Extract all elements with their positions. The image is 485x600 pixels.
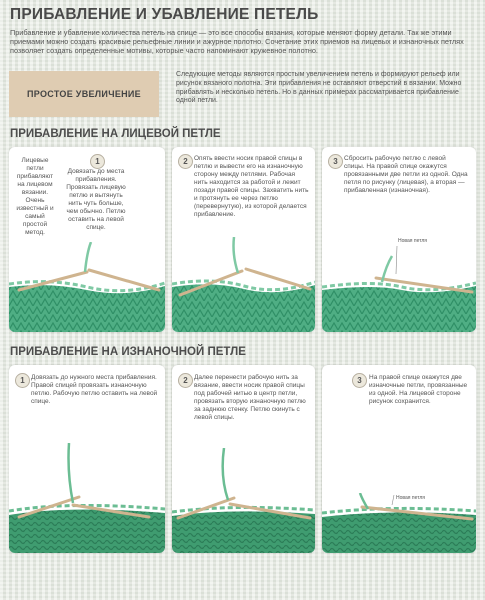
knit-step-1-card (9, 147, 165, 332)
purl-step-1-text: Довязать до нужного места прибавления. Правой спицей провязать изнаночную петлю. Рабочую петлю оставить на левой спице. (31, 374, 158, 405)
knit-step-2-illustration (172, 237, 315, 332)
purl-step-3-text: На правой спице окажутся две изначочные петли, провязанные из одной. На лицевой стороне рисунок сохранится. (369, 374, 468, 405)
intro-paragraph: Прибавление и убавление количества петель на спице — это все способы вязания, которые меняют форму детали. Так же этими приемами можно создать красивые рельефные линии и ажурное полотно. Сочетание этих приемов на лицевых и изнаночных петлях позволяет создать определенные мотивы, которые часто напоминают кружевное полотно. (10, 28, 464, 56)
step-number-badge: 3 (328, 154, 343, 169)
knit-step-1-text: Довязать до места прибавления. Провязать лицевую петлю и вытянуть нить чуть больше, чем обычно. Петлю оставить на левой спице. (66, 168, 126, 231)
purl-step-2-illustration (172, 448, 315, 553)
step-number-badge: 3 (352, 373, 367, 388)
purl-step-2-text: Далее перенести рабочую нить за вязание, ввести носик правой спицы под рабочей нитью в центр петли, провязать вторую изнаночную петлю за заднюю стенку. Петлю скинуть с левой спицы. (194, 374, 306, 421)
step-number-badge: 1 (15, 373, 30, 388)
step-number-badge: 2 (178, 373, 193, 388)
knit-step-1-illustration (9, 242, 165, 332)
knit-step-3-text: Сбросить рабочую петлю с левой спицы. На правой спице окажутся провязанными две петли из одной. Одна петля по рисунку (лицевая), а вторая — прибавленная (изнаночная). (344, 155, 468, 194)
simple-increase-label: ПРОСТОЕ УВЕЛИЧЕНИЕ (27, 89, 141, 99)
knit-side-text: Лицевые петли прибавляют на лицевом вязании. Очень известный и самый простой метод. (16, 157, 54, 236)
step-number-badge: 1 (90, 154, 105, 169)
section-purl-title: ПРИБАВЛЕНИЕ НА ИЗНАНОЧНОЙ ПЕТЛЕ (10, 346, 246, 358)
knit-step-2-card (172, 147, 315, 332)
simple-increase-text: Следующие методы являются простым увеличением петель и формируют рельеф или рисунок вязаного полотна. Эти прибавления не оставляют отверстий в вязании. Можно прибавлять и несколько петель. Но в данных примерах рассматривается прибавление одной петли. (176, 71, 462, 105)
knit-step-2-text: Опять ввести носик правой спицы в петлю и вывести его на изнаночную сторону между петлями. Рабочая нить находится за работой и лежит позади правой спицы. Захватить нить и протянуть ее через петлю (перевернутую), из которой делается прибавление. (194, 155, 309, 218)
new-loop-label: Новая петля (396, 495, 425, 501)
step-number-badge: 2 (178, 154, 193, 169)
page-title: ПРИБАВЛЕНИЕ И УБАВЛЕНИЕ ПЕТЕЛЬ (10, 6, 319, 23)
section-knit-title: ПРИБАВЛЕНИЕ НА ЛИЦЕВОЙ ПЕТЛЕ (10, 128, 221, 140)
knit-step-3-card (322, 147, 476, 332)
simple-increase-banner (9, 71, 159, 117)
new-loop-label: Новая петля (398, 238, 427, 244)
purl-step-1-card (9, 365, 165, 553)
knit-step-3-illustration (322, 242, 476, 332)
purl-step-3-card (322, 365, 476, 553)
purl-step-2-card (172, 365, 315, 553)
purl-step-1-illustration (9, 443, 165, 553)
purl-step-3-illustration (322, 493, 476, 553)
